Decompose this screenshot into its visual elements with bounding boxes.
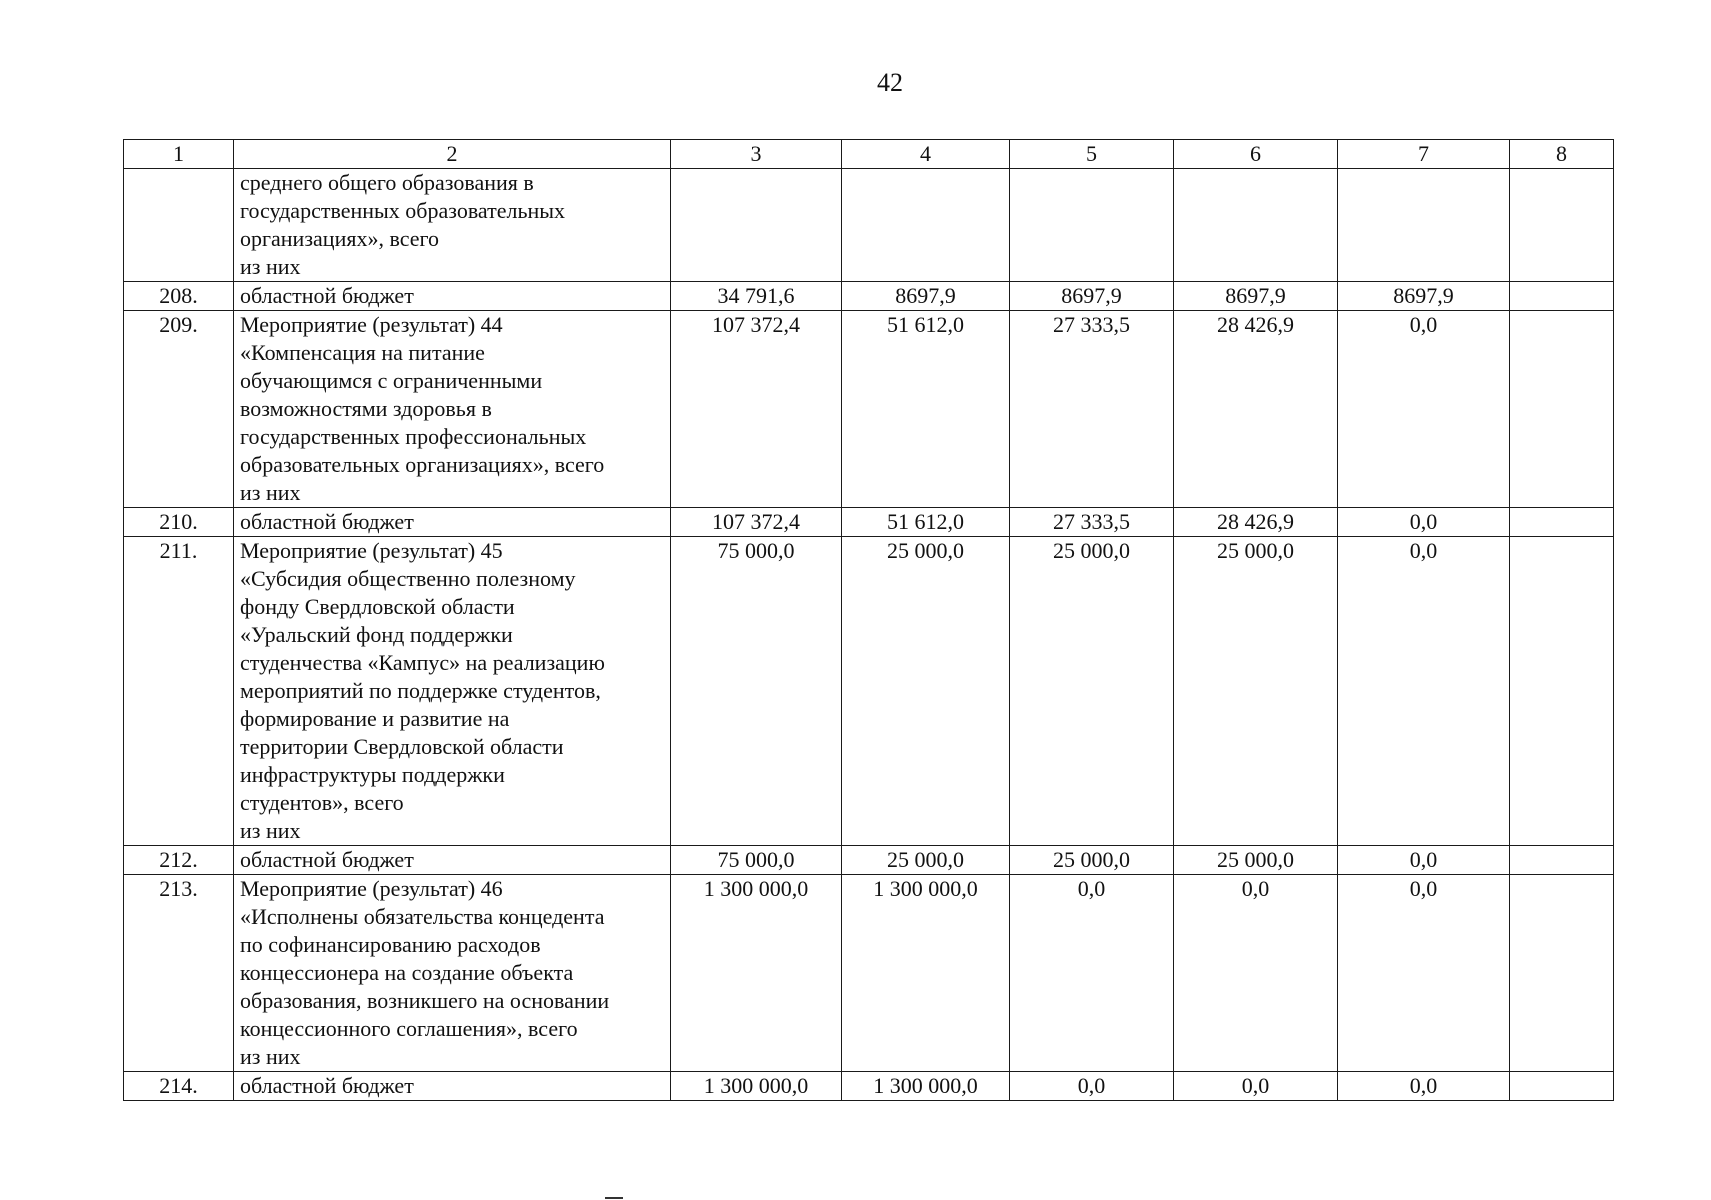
value-col-4: 25 000,0 (842, 537, 1010, 846)
row-number: 210. (124, 508, 234, 537)
value-col-7: 0,0 (1338, 875, 1510, 1072)
value-col-7: 8697,9 (1338, 282, 1510, 311)
value-col-5: 27 333,5 (1010, 311, 1174, 508)
row-name: областной бюджет (234, 1072, 671, 1101)
header-cell-5: 5 (1010, 140, 1174, 169)
value-col-8 (1510, 537, 1614, 846)
value-col-8 (1510, 875, 1614, 1072)
value-col-3: 34 791,6 (671, 282, 842, 311)
value-col-3: 75 000,0 (671, 537, 842, 846)
value-col-6: 28 426,9 (1174, 508, 1338, 537)
header-cell-3: 3 (671, 140, 842, 169)
row-number: 213. (124, 875, 234, 1072)
value-col-3 (671, 169, 842, 282)
value-col-6: 28 426,9 (1174, 311, 1338, 508)
value-col-4: 8697,9 (842, 282, 1010, 311)
page-number: 42 (877, 68, 903, 97)
value-col-5: 8697,9 (1010, 282, 1174, 311)
value-col-7: 0,0 (1338, 1072, 1510, 1101)
value-col-8 (1510, 846, 1614, 875)
table-header-row (124, 140, 1614, 169)
budget-table (123, 139, 1614, 1101)
value-col-3: 1 300 000,0 (671, 875, 842, 1072)
table-row (124, 282, 1614, 311)
value-col-8 (1510, 169, 1614, 282)
value-col-8 (1510, 282, 1614, 311)
value-col-8 (1510, 508, 1614, 537)
table-row (124, 1072, 1614, 1101)
value-col-5: 0,0 (1010, 1072, 1174, 1101)
value-col-5: 25 000,0 (1010, 846, 1174, 875)
table-row (124, 846, 1614, 875)
row-number: 208. (124, 282, 234, 311)
row-number (124, 169, 234, 282)
value-col-6: 8697,9 (1174, 282, 1338, 311)
value-col-3: 1 300 000,0 (671, 1072, 842, 1101)
scan-mark (605, 1197, 623, 1199)
header-cell-4: 4 (842, 140, 1010, 169)
value-col-8 (1510, 1072, 1614, 1101)
value-col-7: 0,0 (1338, 311, 1510, 508)
value-col-6: 0,0 (1174, 875, 1338, 1072)
value-col-7 (1338, 169, 1510, 282)
value-col-7: 0,0 (1338, 537, 1510, 846)
row-number: 211. (124, 537, 234, 846)
header-cell-6: 6 (1174, 140, 1338, 169)
table-row (124, 169, 1614, 282)
value-col-4: 1 300 000,0 (842, 1072, 1010, 1101)
row-name: Мероприятие (результат) 44 «Компенсация на питание обучающимся с ограниченными возможностями здоровья в государственных профессиональных образовательных организациях», всего из них (234, 311, 671, 508)
header-cell-2: 2 (234, 140, 671, 169)
value-col-5: 25 000,0 (1010, 537, 1174, 846)
value-col-4: 25 000,0 (842, 846, 1010, 875)
row-number: 212. (124, 846, 234, 875)
value-col-6: 0,0 (1174, 1072, 1338, 1101)
value-col-4 (842, 169, 1010, 282)
row-number: 209. (124, 311, 234, 508)
value-col-3: 107 372,4 (671, 508, 842, 537)
header-cell-1: 1 (124, 140, 234, 169)
table-row (124, 311, 1614, 508)
value-col-4: 1 300 000,0 (842, 875, 1010, 1072)
value-col-6 (1174, 169, 1338, 282)
value-col-3: 107 372,4 (671, 311, 842, 508)
table-row (124, 537, 1614, 846)
row-name: областной бюджет (234, 282, 671, 311)
row-name: областной бюджет (234, 846, 671, 875)
header-cell-7: 7 (1338, 140, 1510, 169)
value-col-6: 25 000,0 (1174, 846, 1338, 875)
table-row (124, 875, 1614, 1072)
value-col-7: 0,0 (1338, 846, 1510, 875)
row-name: областной бюджет (234, 508, 671, 537)
header-cell-8: 8 (1510, 140, 1614, 169)
value-col-5 (1010, 169, 1174, 282)
value-col-6: 25 000,0 (1174, 537, 1338, 846)
row-name: среднего общего образования в государственных образовательных организациях», всего из них (234, 169, 671, 282)
row-name: Мероприятие (результат) 45 «Субсидия общественно полезному фонду Свердловской области «Уральский фонд поддержки студенчества «Кампус» на реализацию мероприятий по поддержке студентов, формирование и развитие на территории Свердловской области инфраструктуры поддержки студентов», всего из них (234, 537, 671, 846)
row-name: Мероприятие (результат) 46 «Исполнены обязательства концедента по софинансированию расходов концессионера на создание объекта образования, возникшего на основании концессионного соглашения», всего из них (234, 875, 671, 1072)
value-col-3: 75 000,0 (671, 846, 842, 875)
value-col-7: 0,0 (1338, 508, 1510, 537)
value-col-4: 51 612,0 (842, 508, 1010, 537)
value-col-8 (1510, 311, 1614, 508)
value-col-5: 27 333,5 (1010, 508, 1174, 537)
table-row (124, 508, 1614, 537)
value-col-4: 51 612,0 (842, 311, 1010, 508)
row-number: 214. (124, 1072, 234, 1101)
value-col-5: 0,0 (1010, 875, 1174, 1072)
